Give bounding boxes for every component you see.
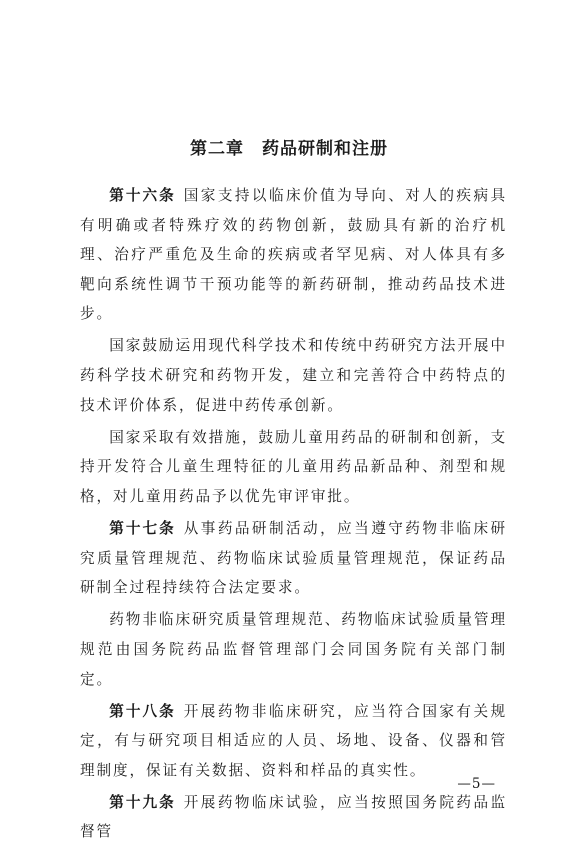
article-number: 第十七条	[109, 520, 176, 538]
paragraph-text: 国家支持以临床价值为导向、对人的疾病具有明确或者特殊疗效的药物创新，鼓励具有新的治疗机理、治疗严重危及生命的疾病或者罕见病、对人体具有多靶向系统性调节干预功能等的新药研制，推动药品技术进步。	[80, 187, 507, 323]
article-number: 第十九条	[109, 793, 176, 811]
paragraph	[80, 181, 507, 329]
chapter-title: 第二章 药品研制和注册	[190, 139, 388, 159]
paragraph	[80, 423, 507, 512]
article-number: 第十八条	[109, 702, 176, 720]
paragraph	[80, 331, 507, 420]
paragraph-text: 开展药物非临床研究，应当符合国家有关规定，有与研究项目相适应的人员、场地、设备、仪器和管理制度，保证有关数据、资料和样品的真实性。	[80, 702, 507, 779]
paragraph	[80, 788, 507, 847]
paragraph-text: 药物非临床研究质量管理规范、药物临床试验质量管理规范由国务院药品监督管理部门会同国务院有关部门制定。	[80, 611, 507, 688]
paragraph	[80, 605, 507, 694]
paragraph-text: 从事药品研制活动，应当遵守药物非临床研究质量管理规范、药物临床试验质量管理规范，保证药品研制全过程持续符合法定要求。	[80, 520, 507, 597]
paragraph-text: 开展药物临床试验，应当按照国务院药品监督管	[80, 793, 507, 841]
document-body	[80, 181, 507, 850]
paragraph	[80, 514, 507, 603]
paragraph	[80, 697, 507, 786]
article-number: 第十六条	[109, 187, 176, 204]
paragraph-text: 国家鼓励运用现代科学技术和传统中药研究方法开展中药科学技术研究和药物开发，建立和完善符合中药特点的技术评价体系，促进中药传承创新。	[80, 337, 507, 414]
page-number: —5—	[457, 776, 496, 792]
paragraph-text: 国家采取有效措施，鼓励儿童用药品的研制和创新，支持开发符合儿童生理特征的儿童用药品新品种、剂型和规格，对儿童用药品予以优先审评审批。	[80, 428, 507, 505]
